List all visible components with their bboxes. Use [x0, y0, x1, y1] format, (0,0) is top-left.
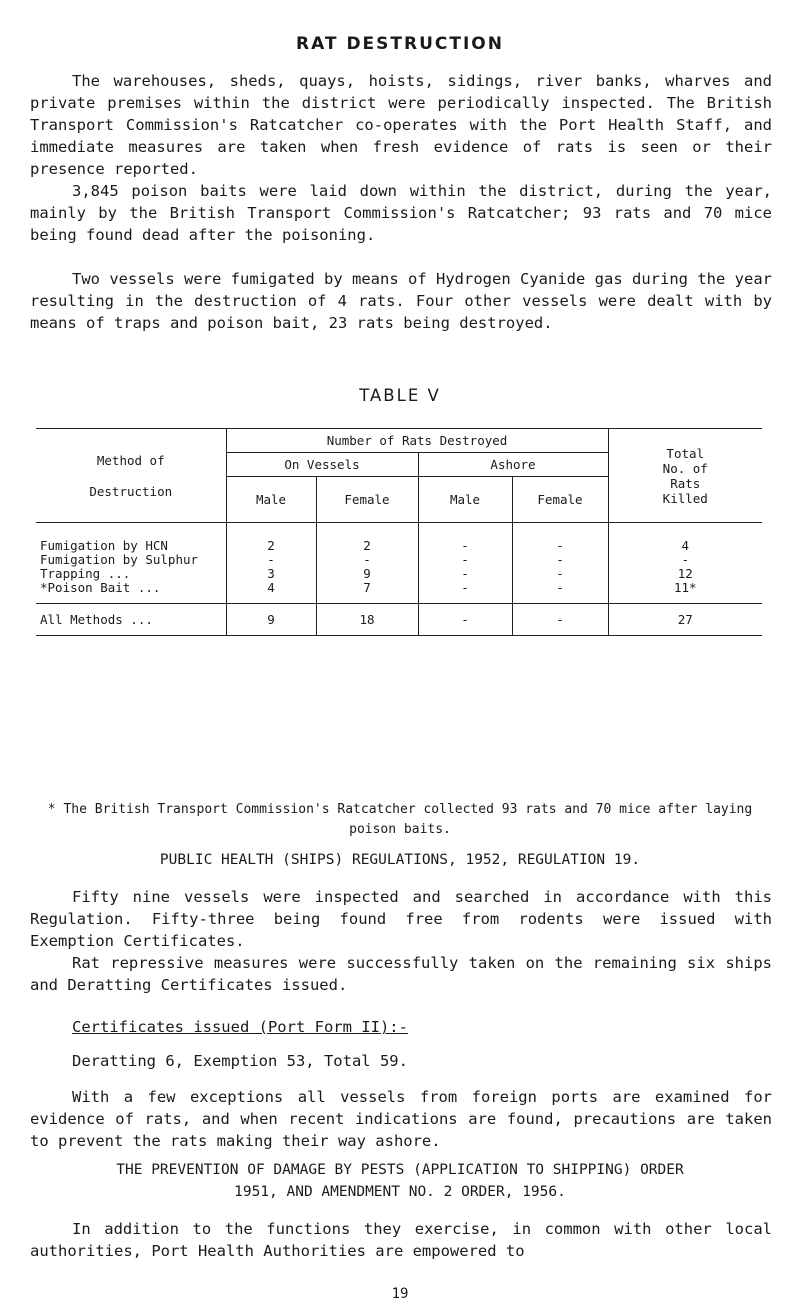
table-cell: 4 — [681, 538, 690, 553]
header-vessels-female: Female — [316, 477, 418, 523]
table-row-method: Fumigation by HCN — [40, 538, 168, 553]
table-cell: 9 — [226, 604, 316, 636]
rat-destruction-table — [36, 428, 762, 636]
table-cell: 2 — [267, 538, 275, 553]
table-cell: - — [363, 552, 371, 567]
table-cell: 18 — [316, 604, 418, 636]
table-cell: 4 — [267, 580, 275, 595]
header-on-vessels: On Vessels — [226, 453, 418, 477]
table-cell: - — [556, 566, 564, 581]
paragraph-poison-baits: 3,845 poison baits were laid down within the district, during the year, mainly by the British Transport Commission's Ratcatcher; 93 rats and 70 mice being found dead after the poisoning. — [30, 182, 772, 244]
table-cell: - — [556, 552, 564, 567]
table-cell: - — [461, 552, 469, 567]
paragraph-vessels-fumigated: Two vessels were fumigated by means of Hydrogen Cyanide gas during the year resulting in the destruction of 4 rats. Four other vessels were dealt with by means of traps and poison bait, 23 rats being destroyed. — [30, 270, 772, 332]
header-total — [608, 429, 762, 523]
table-cell: 7 — [363, 580, 371, 595]
table-cell: - — [267, 552, 275, 567]
paragraph-inspections: The warehouses, sheds, quays, hoists, sidings, river banks, wharves and private premises within the district were periodically inspected. The British Transport Commission's Ratcatcher co-operates with the Port Health Staff, and immediate measures are taken when fresh evidence of rats is seen or their presence reported. — [30, 72, 772, 178]
column-total — [608, 523, 762, 604]
header-total-line1: Total — [666, 445, 705, 461]
header-total-line4: Killed — [662, 490, 708, 506]
column-method — [36, 523, 226, 604]
table-cell: 11* — [673, 580, 697, 595]
certificates-summary: Deratting 6, Exemption 53, Total 59. — [72, 1052, 408, 1070]
table-cell: 27 — [608, 604, 762, 636]
column-vessels-male — [226, 523, 316, 604]
table-cell: - — [556, 538, 564, 553]
header-total-line2: No. of — [662, 460, 708, 476]
page-title: RAT DESTRUCTION — [296, 34, 504, 54]
table-cell: - — [461, 580, 469, 595]
table-footnote: * The British Transport Commission's Ratcatcher collected 93 rats and 70 mice after laying poison baits. — [47, 802, 753, 837]
paragraph-repressive-measures: Rat repressive measures were successfully taken on the remaining six ships and Deratting Certificates issued. — [30, 954, 772, 994]
header-total-line3: Rats — [670, 475, 701, 491]
header-ashore: Ashore — [418, 453, 608, 477]
table-row-method: Fumigation by Sulphur — [40, 552, 199, 567]
order-heading-line1: THE PREVENTION OF DAMAGE BY PESTS (APPLICATION TO SHIPPING) ORDER — [116, 1162, 684, 1178]
header-vessels-male: Male — [226, 477, 316, 523]
table-cell: - — [461, 538, 469, 553]
column-vessels-female — [316, 523, 418, 604]
page-number: 19 — [391, 1286, 409, 1302]
table-row-method: Trapping ... — [40, 566, 131, 581]
regulation-heading: PUBLIC HEALTH (SHIPS) REGULATIONS, 1952, REGULATION 19. — [159, 852, 641, 868]
header-number-destroyed: Number of Rats Destroyed — [226, 429, 608, 453]
header-method-line2: Destruction — [89, 483, 173, 499]
header-method — [36, 429, 226, 523]
totals-label: All Methods ... — [36, 604, 226, 636]
header-ashore-female: Female — [512, 477, 608, 523]
table-row-method: *Poison Bait ... — [40, 580, 161, 595]
table-cell: - — [461, 566, 469, 581]
table-cell: - — [512, 604, 608, 636]
paragraph-foreign-vessels: With a few exceptions all vessels from foreign ports are examined for evidence of rats, and when recent indications are found, precautions are taken to prevent the rats making their way ashore. — [30, 1088, 772, 1150]
table-cell: 2 — [363, 538, 371, 553]
table-cell: 12 — [677, 566, 693, 581]
header-method-line1: Method of — [96, 452, 165, 468]
paragraph-functions: In addition to the functions they exercise, in common with other local authorities, Port Health Authorities are empowered to — [30, 1220, 772, 1260]
certificates-heading: Certificates issued (Port Form II):- — [72, 1018, 408, 1036]
table-totals-row — [36, 604, 762, 636]
table-title: TABLE V — [359, 386, 441, 405]
table-cell: 3 — [267, 566, 275, 581]
paragraph-inspected-vessels: Fifty nine vessels were inspected and searched in accordance with this Regulation. Fifty-three being found free from rodents were issued with Exemption Certificates. — [30, 888, 772, 950]
column-ashore-male — [418, 523, 512, 604]
order-heading-line2: 1951, AND AMENDMENT NO. 2 ORDER, 1956. — [234, 1184, 566, 1200]
table-cell: 9 — [363, 566, 371, 581]
header-ashore-male: Male — [418, 477, 512, 523]
table-cell: - — [681, 552, 690, 567]
table-cell: - — [556, 580, 564, 595]
table-cell: - — [418, 604, 512, 636]
column-ashore-female — [512, 523, 608, 604]
